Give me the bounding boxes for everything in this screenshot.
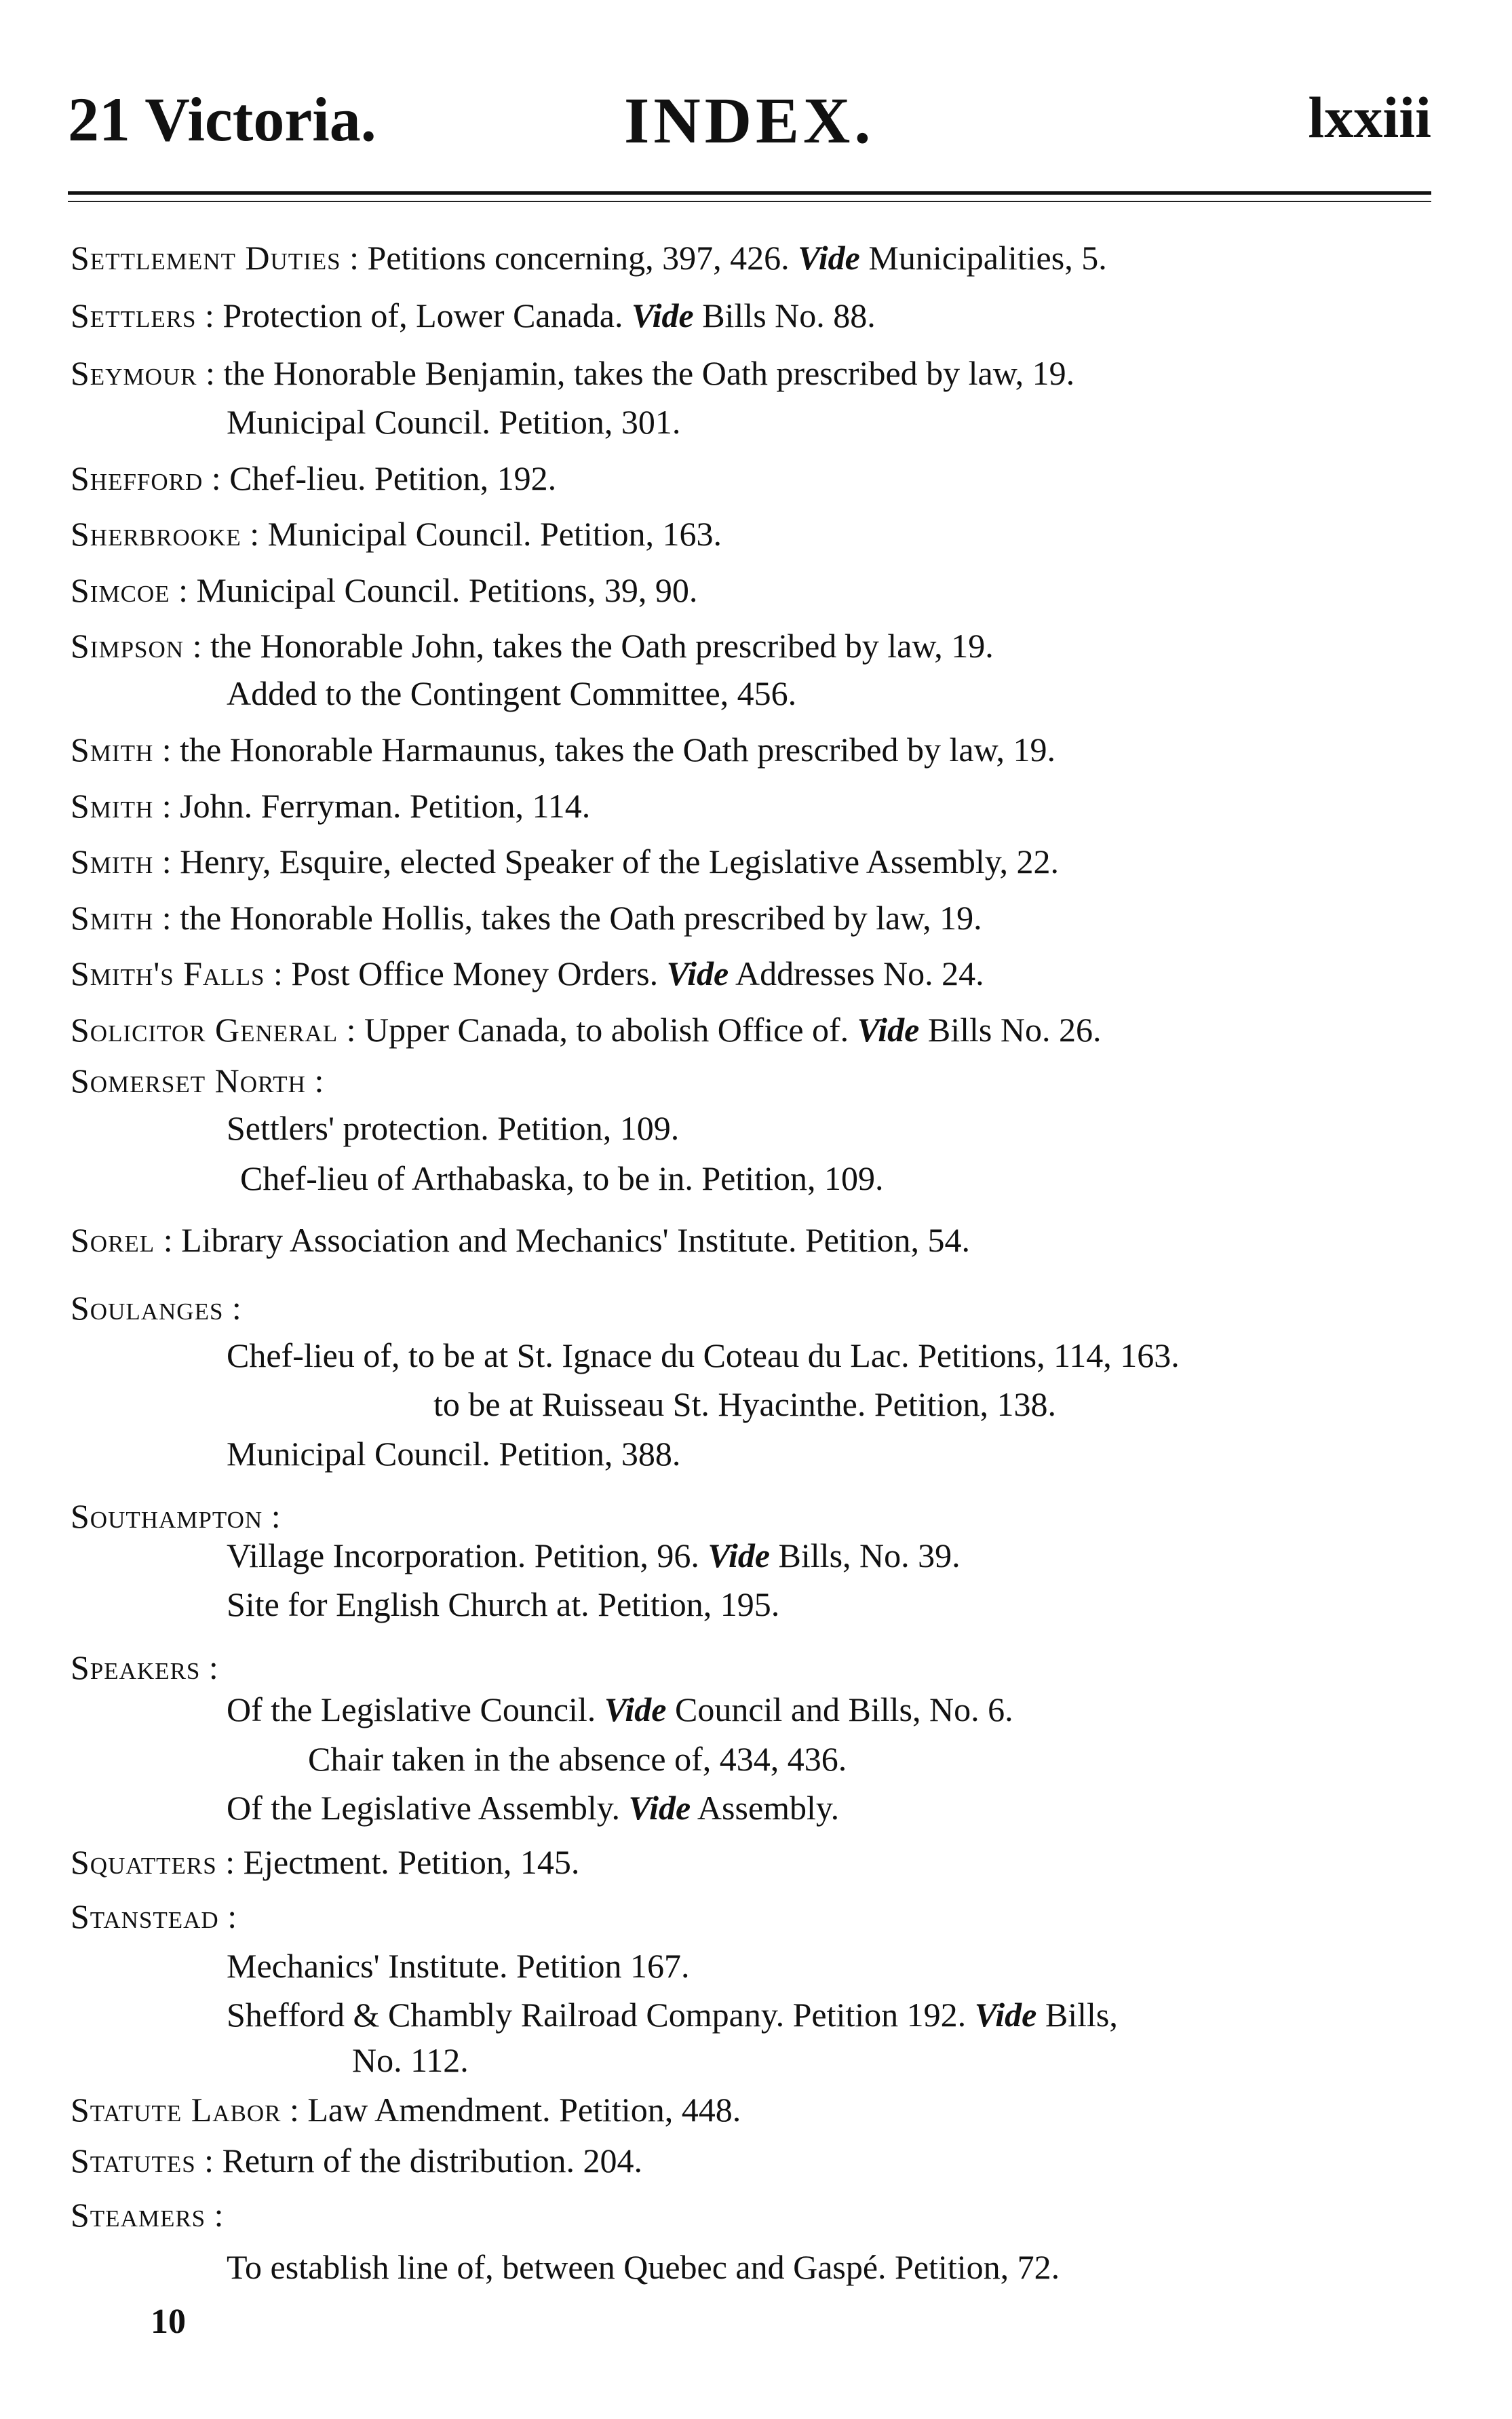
entry-heading: Smith's Falls — [71, 954, 265, 992]
running-head-left: 21 Victoria. — [68, 85, 376, 154]
index-subentry — [240, 1161, 883, 1195]
index-entry — [71, 1223, 970, 1257]
index-entry — [71, 2093, 741, 2127]
entry-text: : — [200, 1648, 218, 1686]
entry-text: : — [305, 1062, 324, 1100]
index-subentry — [433, 1387, 1056, 1421]
index-entry — [71, 298, 876, 332]
vide-reference: Vide — [628, 1789, 691, 1827]
entry-text-after: Bills No. 26. — [919, 1011, 1102, 1049]
entry-text: Mechanics' Institute. Petition 167. — [227, 1947, 690, 1985]
entry-heading: Smith — [71, 787, 154, 825]
entry-heading: Seymour — [71, 354, 197, 392]
entry-text: : Municipal Council. Petitions, 39, 90. — [170, 571, 698, 609]
index-entry — [71, 629, 994, 663]
index-entry — [71, 1845, 579, 1879]
entry-text-after: Council and Bills, No. 6. — [666, 1690, 1013, 1728]
vide-reference: Vide — [604, 1690, 667, 1728]
entry-heading: Southampton — [71, 1497, 263, 1535]
page-number: lxxiii — [1308, 85, 1431, 150]
entry-heading: Settlement Duties — [71, 239, 341, 277]
entry-text: Added to the Contingent Committee, 456. — [227, 674, 797, 712]
entry-text: Chef-lieu of Arthabaska, to be in. Petition, 109. — [240, 1159, 884, 1197]
index-subentry — [227, 1338, 1180, 1372]
entry-heading: Smith — [71, 731, 154, 769]
entry-heading: Solicitor General — [71, 1011, 338, 1049]
entry-text-after: Addresses No. 24. — [729, 954, 984, 992]
index-entry — [71, 461, 556, 495]
entry-text: To establish line of, between Quebec and Gaspé. Petition, 72. — [227, 2248, 1060, 2286]
entry-text: : the Honorable Hollis, takes the Oath prescribed by law, 19. — [153, 899, 982, 937]
entry-text-after: Municipalities, 5. — [859, 239, 1107, 277]
index-subentry — [227, 1437, 680, 1471]
index-subentry — [227, 1111, 679, 1145]
entry-heading: Smith — [71, 899, 154, 937]
index-entry — [71, 2198, 224, 2232]
entry-text: to be at Ruisseau St. Hyacinthe. Petition, 138. — [433, 1385, 1056, 1423]
entry-text: : Henry, Esquire, elected Speaker of the Legislative Assembly, 22. — [153, 843, 1060, 880]
index-entry — [71, 733, 1055, 767]
index-entry — [71, 1064, 324, 1098]
entry-text: : Post Office Money Orders. — [265, 954, 667, 992]
entry-heading: Simpson — [71, 627, 185, 665]
index-entry — [71, 356, 1074, 390]
entry-text: Municipal Council. Petition, 301. — [227, 403, 681, 441]
index-entry — [71, 1899, 237, 1933]
index-subentry — [227, 1998, 1118, 2032]
vide-reference: Vide — [632, 296, 694, 334]
index-entry — [71, 956, 984, 990]
entry-text: : the Honorable John, takes the Oath prescribed by law, 19. — [184, 627, 994, 665]
index-entry — [71, 1650, 218, 1684]
entry-text: : Upper Canada, to abolish Office of. — [338, 1011, 857, 1049]
index-subentry — [227, 1791, 839, 1825]
entry-heading: Simcoe — [71, 571, 170, 609]
running-head-title: INDEX. — [624, 84, 875, 157]
entry-text: : — [206, 2196, 224, 2234]
vide-reference: Vide — [798, 239, 860, 277]
index-entry — [71, 901, 982, 935]
index-subentry — [227, 1692, 1013, 1726]
entry-text: : Chef-lieu. Petition, 192. — [203, 459, 557, 497]
entry-text: Chair taken in the absence of, 434, 436. — [308, 1740, 847, 1778]
entry-text: No. 112. — [352, 2041, 469, 2079]
entry-heading: Speakers — [71, 1648, 201, 1686]
index-entry — [71, 1499, 281, 1533]
entry-text-after: Bills No. 88. — [693, 296, 876, 334]
header-rule-thick — [68, 191, 1431, 195]
entry-text: : John. Ferryman. Petition, 114. — [153, 787, 591, 825]
entry-heading: Steamers — [71, 2196, 206, 2234]
index-subentry — [352, 2043, 469, 2077]
index-entry — [71, 1013, 1101, 1047]
entry-text-after: Assembly. — [691, 1789, 840, 1827]
entry-text: Shefford & Chambly Railroad Company. Petition 192. — [227, 1996, 975, 2034]
entry-heading: Sorel — [71, 1221, 155, 1259]
entry-heading: Stanstead — [71, 1897, 219, 1935]
vide-reference: Vide — [974, 1996, 1037, 2034]
entry-heading: Somerset North — [71, 1062, 306, 1100]
entry-text: : Law Amendment. Petition, 448. — [281, 2091, 741, 2129]
entry-heading: Statute Labor — [71, 2091, 282, 2129]
entry-text: Chef-lieu of, to be at St. Ignace du Coteau du Lac. Petitions, 114, 163. — [227, 1336, 1180, 1374]
entry-text: Site for English Church at. Petition, 195. — [227, 1585, 780, 1623]
entry-text-after: Bills, No. 39. — [770, 1536, 961, 1574]
entry-text: : Municipal Council. Petition, 163. — [241, 515, 722, 553]
index-subentry — [227, 1949, 690, 1983]
vide-reference: Vide — [666, 954, 729, 992]
signature-mark: 10 — [151, 2302, 186, 2341]
entry-text: : — [218, 1897, 237, 1935]
entry-text: Settlers' protection. Petition, 109. — [227, 1109, 680, 1147]
entry-text: : — [263, 1497, 281, 1535]
entry-text: Of the Legislative Council. — [227, 1690, 604, 1728]
entry-text: : Protection of, Lower Canada. — [196, 296, 632, 334]
entry-heading: Squatters — [71, 1843, 217, 1881]
entry-text: : Ejectment. Petition, 145. — [216, 1843, 580, 1881]
entry-text: Municipal Council. Petition, 388. — [227, 1435, 681, 1473]
entry-heading: Statutes — [71, 2142, 196, 2180]
index-entry — [71, 517, 722, 551]
index-entry — [71, 573, 697, 607]
entry-text: : Return of the distribution. 204. — [195, 2142, 642, 2180]
vide-reference: Vide — [707, 1536, 771, 1574]
index-subentry — [227, 405, 680, 439]
entry-text: Of the Legislative Assembly. — [227, 1789, 629, 1827]
page-header — [68, 84, 1431, 163]
entry-text: : — [223, 1289, 241, 1327]
index-entry — [71, 845, 1059, 878]
index-subentry — [227, 1587, 779, 1621]
entry-heading: Sherbrooke — [71, 515, 241, 553]
index-entry — [71, 241, 1107, 275]
vide-reference: Vide — [857, 1011, 920, 1049]
index-subentry — [227, 676, 796, 710]
entry-heading: Shefford — [71, 459, 203, 497]
index-entry — [71, 1291, 241, 1325]
header-rule-thin — [68, 201, 1431, 202]
entry-text: : the Honorable Harmaunus, takes the Oath prescribed by law, 19. — [153, 731, 1055, 769]
entry-text: : the Honorable Benjamin, takes the Oath prescribed by law, 19. — [197, 354, 1075, 392]
entry-heading: Settlers — [71, 296, 197, 334]
entry-text: : Petitions concerning, 397, 426. — [341, 239, 798, 277]
entry-heading: Smith — [71, 843, 154, 880]
index-entry — [71, 2144, 642, 2178]
index-subentry — [308, 1742, 847, 1776]
entry-text: Village Incorporation. Petition, 96. — [227, 1536, 708, 1574]
index-subentry — [227, 2250, 1060, 2284]
entry-text: : Library Association and Mechanics' Institute. Petition, 54. — [155, 1221, 971, 1259]
entry-heading: Soulanges — [71, 1289, 224, 1327]
entry-text-after: Bills, — [1036, 1996, 1118, 2034]
index-entry — [71, 789, 590, 823]
index-subentry — [227, 1536, 961, 1574]
